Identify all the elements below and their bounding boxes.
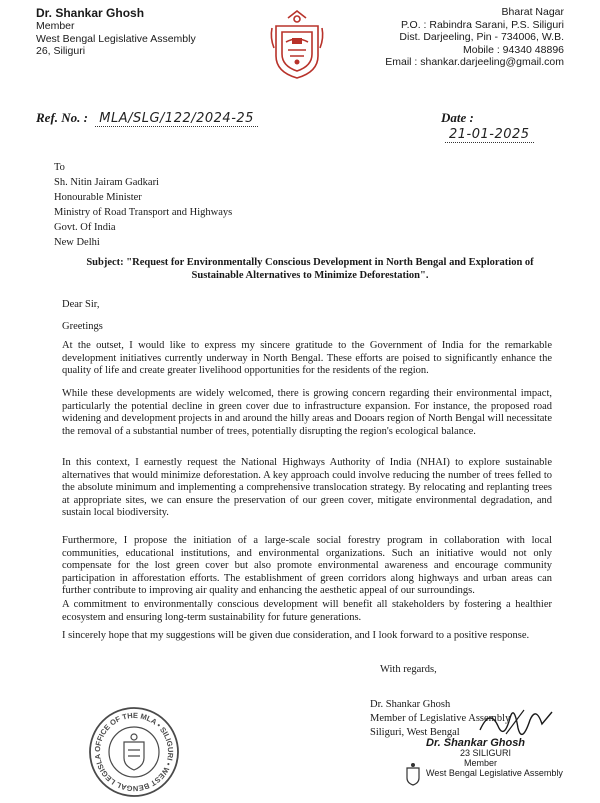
paragraph-1: At the outset, I would like to express my sincere gratitude to the Government of India for the remarkable development initiatives currently underway in North Bengal. These efforts are poised to significantly enhance the quality of life and create greater livelihood opportunities for the residents of the region. bbox=[62, 340, 552, 376]
greeting: Greetings bbox=[62, 321, 103, 332]
office-seal bbox=[88, 706, 180, 798]
name-stamp bbox=[426, 738, 563, 778]
state-emblem-icon bbox=[268, 8, 326, 80]
stamp-name: Dr. Shankar Ghosh bbox=[426, 737, 526, 749]
paragraph-6: I sincerely hope that my suggestions will be given due consideration, and I look forward to a positive response. bbox=[62, 630, 530, 641]
sender-role: Member bbox=[36, 20, 75, 32]
to-label: To bbox=[54, 162, 65, 173]
letterhead-right bbox=[385, 6, 564, 69]
paragraph-3: In this context, I earnestly request the National Highways Authority of India (NHAI) to explore sustainable alternatives that would minimize deforestation. A key approach could involve reducing the number of trees felled to the absolute minimum and implementing a comprehensive translocation strategy. By relocating and replanting trees at appropriate sites, we can ensure the preservation of our green cover, mitigate environmental degradation, and sustain local biodiversity. bbox=[62, 457, 552, 518]
signatory-name: Dr. Shankar Ghosh bbox=[370, 699, 451, 710]
date-label: Date : bbox=[441, 110, 474, 125]
address-line-1: Bharat Nagar bbox=[501, 6, 564, 18]
seal-text: OFFICE OF THE MLA • SILIGURI • WEST BENGAL LEGISLA bbox=[92, 710, 176, 794]
paragraph-4: Furthermore, I propose the initiation of a large-scale social forestry program in collaboration with local communities, educational institutions, and environmental organizations. Such an initiative would not only compensate for the lost green cover but also promote environmental awareness and encourage community participation in afforestation efforts. The establishment of green corridors along highways and urban areas can further contribute to improving air quality and enhancing the aesthetic appeal of our surroundings. bbox=[62, 535, 552, 596]
recipient-govt: Govt. Of India bbox=[54, 222, 116, 233]
stamp-assembly: West Bengal Legislative Assembly bbox=[426, 768, 563, 778]
subject-line: Subject: "Request for Environmentally Conscious Development in North Bengal and Exploration of Sustainable Alternatives to Minimize Deforestation". bbox=[86, 257, 534, 281]
stamp-constituency: 23 SILIGURI bbox=[460, 748, 512, 758]
reference-line bbox=[36, 110, 566, 142]
address-line-2: P.O. : Rabindra Sarani, P.S. Siliguri bbox=[400, 18, 564, 31]
ref-number: MLA/SLG/122/2024-25 bbox=[95, 111, 258, 127]
stamp-emblem-icon bbox=[404, 762, 422, 786]
sender-constituency: 26, Siliguri bbox=[36, 45, 86, 57]
mobile-number: Mobile : 94340 48896 bbox=[463, 43, 564, 56]
signatory-place: Siliguri, West Bengal bbox=[370, 727, 460, 738]
ref-label: Ref. No. : bbox=[36, 110, 88, 125]
recipient-title: Honourable Minister bbox=[54, 192, 142, 203]
letterhead-left bbox=[36, 6, 196, 58]
address-line-3: Dist. Darjeeling, Pin - 734006, W.B. bbox=[399, 31, 564, 43]
recipient-city: New Delhi bbox=[54, 237, 100, 248]
recipient-name: Sh. Nitin Jairam Gadkari bbox=[54, 177, 159, 188]
closing: With regards, bbox=[380, 664, 437, 675]
paragraph-5: A commitment to environmentally conscious development will benefit all stakeholders by fostering a healthier ecosystem and ensuring long-term sustainability for future generations. bbox=[62, 599, 552, 623]
salutation: Dear Sir, bbox=[62, 299, 100, 310]
sender-assembly: West Bengal Legislative Assembly bbox=[36, 32, 196, 45]
email-address: Email : shankar.darjeeling@gmail.com bbox=[385, 56, 564, 68]
stamp-role: Member bbox=[464, 758, 498, 768]
signatory-designation: Member of Legislative Assembly bbox=[370, 713, 511, 724]
paragraph-2: While these developments are widely welcomed, there is growing concern regarding their environmental impact, particularly the potential decline in green cover due to infrastructure expansion. For instance, the proposed road widening and development projects in and around the hilly areas and Dooars region of North Bengal will necessitate the removal of a substantial number of trees, potentially disrupting the region's ecological balance. bbox=[62, 388, 552, 437]
sender-name: Dr. Shankar Ghosh bbox=[36, 6, 145, 20]
date-value: 21-01-2025 bbox=[445, 127, 534, 143]
recipient-ministry: Ministry of Road Transport and Highways bbox=[54, 207, 233, 218]
recipient-address bbox=[54, 160, 232, 250]
